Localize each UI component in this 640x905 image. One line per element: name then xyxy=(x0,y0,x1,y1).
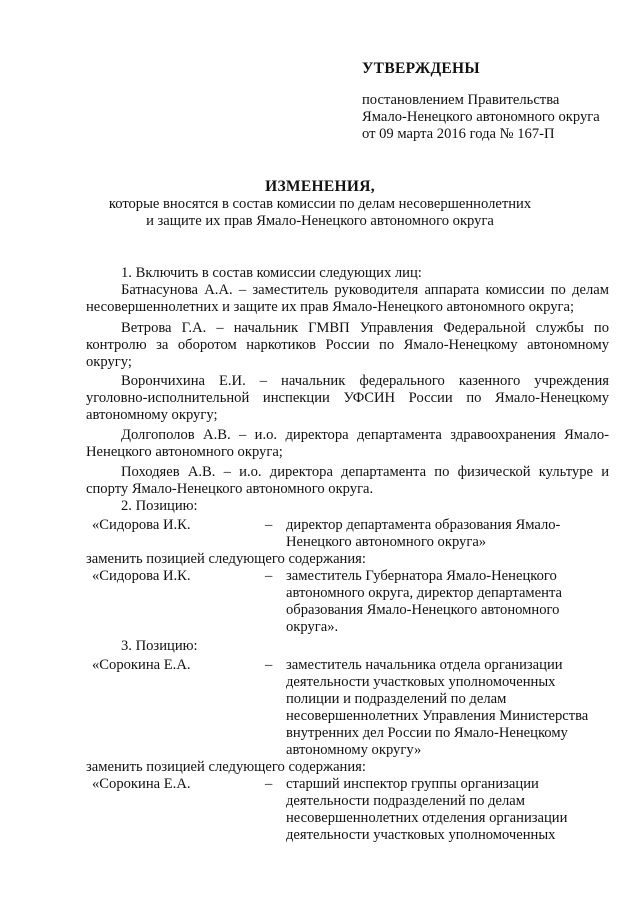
person-line: несовершеннолетних и защите их прав Ямало-Ненецкого автономного округа; xyxy=(86,299,575,315)
replace-text: заменить позицией следующего содержания: xyxy=(86,551,366,567)
person-line: Ненецкого автономного округа; xyxy=(86,444,283,460)
position-name: «Сорокина Е.А. xyxy=(92,657,191,673)
position-line: директор департамента образования Ямало- xyxy=(286,517,561,533)
document-title: ИЗМЕНЕНИЯ, xyxy=(265,178,375,195)
position-dash: – xyxy=(265,517,273,533)
position-dash: – xyxy=(265,568,273,584)
approval-line: Ямало-Ненецкого автономного округа xyxy=(362,109,600,125)
person-line: Ветрова Г.А. – начальник ГМВП Управления Федеральной службы по xyxy=(121,320,609,336)
person-line: Батнасунова А.А. – заместитель руководителя аппарата комиссии по делам xyxy=(121,282,609,298)
position-line: деятельности участковых уполномоченных xyxy=(286,827,556,843)
person-line: автономному округу; xyxy=(86,407,218,423)
approval-line: постановлением Правительства xyxy=(362,92,560,108)
person-line: спорту Ямало-Ненецкого автономного округа. xyxy=(86,481,374,497)
position-line: округа». xyxy=(286,619,339,635)
document-subtitle-line: которые вносятся в состав комиссии по делам несовершеннолетних xyxy=(108,196,532,212)
position-line: несовершеннолетних Управления Министерства xyxy=(286,708,589,724)
section1-intro: 1. Включить в состав комиссии следующих лиц: xyxy=(121,265,422,281)
approval-line: от 09 марта 2016 года № 167-П xyxy=(362,126,555,142)
document-subtitle-line: и защите их прав Ямало-Ненецкого автономного округа xyxy=(146,213,494,229)
position-line: образования Ямало-Ненецкого автономного xyxy=(286,602,560,618)
approval-heading: УТВЕРЖДЕНЫ xyxy=(362,60,480,77)
position-line: старший инспектор группы организации xyxy=(286,776,539,792)
replace-text: заменить позицией следующего содержания: xyxy=(86,759,366,775)
person-line: Ворончихина Е.И. – начальник федерального казенного учреждения xyxy=(121,373,609,389)
position-line: несовершеннолетних отделения организации xyxy=(286,810,568,826)
position-line: заместитель начальника отдела организации xyxy=(286,657,563,673)
position-name: «Сорокина Е.А. xyxy=(92,776,191,792)
person-line: контролю за оборотом наркотиков России по Ямало-Ненецкому автономному xyxy=(86,337,609,353)
person-line: уголовно-исполнительной инспекции УФСИН России по Ямало-Ненецкому xyxy=(86,390,609,406)
position-line: автономному округу» xyxy=(286,742,422,758)
section2-intro: 2. Позицию: xyxy=(121,498,198,514)
section3-intro: 3. Позицию: xyxy=(121,638,198,654)
position-dash: – xyxy=(265,657,273,673)
position-line: деятельности подразделений по делам xyxy=(286,793,525,809)
person-line: Походяев А.В. – и.о. директора департамента по физической культуре и xyxy=(121,464,609,480)
person-line: округу; xyxy=(86,354,132,370)
position-line: внутренних дел России по Ямало-Ненецкому xyxy=(286,725,568,741)
position-line: заместитель Губернатора Ямало-Ненецкого xyxy=(286,568,557,584)
position-line: деятельности участковых уполномоченных xyxy=(286,674,556,690)
position-line: Ненецкого автономного округа» xyxy=(286,534,487,550)
person-line: Долгополов А.В. – и.о. директора департамента здравоохранения Ямало- xyxy=(121,427,609,443)
position-dash: – xyxy=(265,776,273,792)
position-line: полиции и подразделений по делам xyxy=(286,691,507,707)
position-name: «Сидорова И.К. xyxy=(92,568,191,584)
position-name: «Сидорова И.К. xyxy=(92,517,191,533)
position-line: автономного округа, директор департамента xyxy=(286,585,562,601)
